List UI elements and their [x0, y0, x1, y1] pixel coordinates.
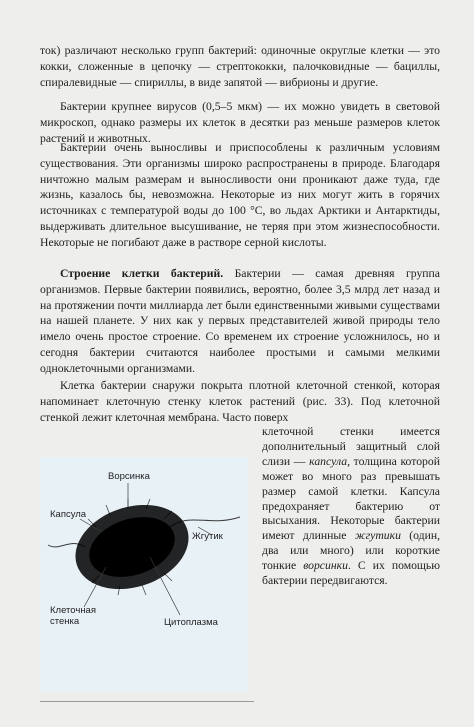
label-cell-wall: Клеточная стенка — [50, 605, 96, 627]
paragraph-cell-wall: Клетка бактерии снаружи покрыта плотной клеточной стенкой, которая напоминает клеточную стенку клеток растений (рис. 33). Под клеточной стенкой лежит клеточная мембрана. Часто поверх — [40, 379, 440, 424]
bacterium-illustration — [40, 457, 248, 692]
text-segment: (один, два или много) или короткие тонкие — [262, 529, 440, 573]
term-flagella: жгутики — [354, 529, 401, 543]
term-capsule: капсула — [309, 454, 348, 468]
text-segment: . С их помощью бактерии передвигаются. — [262, 559, 440, 588]
paragraph-bacteria-size: Бактерии крупнее вирусов (0,5–5 мкм) — их можно увидеть в световой микроскоп, однако размеры их клеток в десятки раз меньше размеров клеток растений и животных. — [40, 100, 440, 145]
label-cytoplasm: Цитоплазма — [164, 617, 218, 628]
section-heading: Строение клетки бактерий. — [60, 267, 224, 280]
text-segment: , толщина которой может во много раз превышать размер самой клетки. Капсула предохраняет бактерию от высыхания. Некоторые бактерии имеют длинные — [262, 454, 440, 543]
paragraph-cell-structure — [40, 266, 440, 377]
label-flagellum: Жгутик — [192, 531, 223, 542]
label-capsule: Капсула — [50, 509, 87, 520]
paragraph-bacteria-endurance: Бактерии очень выносливы и приспособлены к различным условиям существования. Эти организмы широко распространены в природе. Благодаря ничтожно малым размерам и выносливости они проникают даже туда, где жизнь, казалось бы, невозможна. Некоторые из них могут жить в горячих источниках с температурой воды до 100 °С, во льдах Арктики и Антарктиды, выдерживать длительное высушивание, не теряя при этом жизнеспособности. Некоторые не погибают даже в растворе серной кислоты. — [40, 141, 440, 249]
figure-caption — [40, 698, 254, 702]
figure-bacterium-structure — [40, 457, 254, 727]
paragraph-capsule-flagella — [262, 425, 440, 589]
term-villi: ворсинки — [303, 559, 348, 573]
paragraph-cell-structure-body: Бактерии — самая древняя группа организмов. Первые бактерии появились, вероятно, более 3,5 млрд лет назад и на протяжении почти миллиарда лет были единственными живыми существами на нашей планете. У них как у первых представителей живой природы тело имело очень простое строение. Со временем их строение усложнилось, но и сегодня бактерии считаются наиболее простыми и самыми мелкими одноклеточными организмами. — [40, 267, 440, 375]
label-villi: Ворсинка — [108, 471, 150, 482]
text-segment: клеточной стенки имеется дополнительный защитный слой слизи — — [262, 425, 440, 468]
paragraph-bacteria-forms: ток) различают несколько групп бактерий: одиночные округлые клетки — это кокки, сложенные в цепочку — стрептококки, палочковидные — бациллы, спиралевидные — спириллы, в виде запятой — вибрионы и другие. — [40, 44, 440, 89]
